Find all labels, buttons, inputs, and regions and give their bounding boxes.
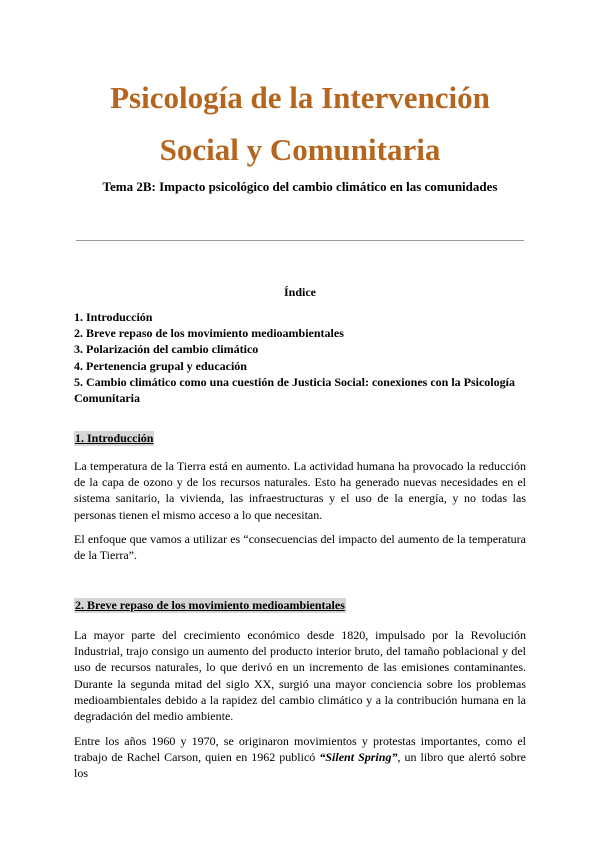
- toc-item: 5. Cambio climático como una cuestión de Justicia Social: conexiones con la Psicología Comunitaria: [74, 374, 515, 406]
- index-title: Índice: [283, 285, 316, 299]
- toc-item: 1. Introducción: [74, 310, 153, 324]
- body-paragraph: La temperatura de la Tierra está en aumento. La actividad humana ha provocado la reducción de la capa de ozono y de los recursos naturales. Esto ha generado nuevas necesidades en el sistema sanitario, la vivienda, las infraestructuras y el uso de la energía, y no todas las personas tienen el mismo acceso a lo que necesitan.: [74, 459, 526, 522]
- toc-item: 4. Pertenencia grupal y educación: [74, 358, 247, 373]
- section-heading-movimientos: 2. Breve repaso de los movimiento medioambientales: [75, 598, 345, 612]
- toc-item: 3. Polarización del cambio climático: [74, 342, 259, 357]
- document-title-line-2: Social y Comunitaria: [159, 132, 441, 167]
- toc-item: 2. Breve repaso de los movimiento medioambientales: [74, 326, 344, 341]
- horizontal-divider: [76, 240, 524, 241]
- section-heading-introduccion: 1. Introducción: [75, 431, 154, 445]
- book-title: “Silent Spring”: [319, 750, 398, 765]
- body-paragraph: El enfoque que vamos a utilizar es “consecuencias del impacto del aumento de la temperatura de la Tierra”.: [74, 532, 526, 563]
- paragraph-text: Entre los años 1960 y 1970, se originaron movimientos y protestas importantes, como el trabajo de Rachel Carson, quien en 1962 publicó: [74, 734, 526, 765]
- document-title-line-1: Psicología de la Intervención: [110, 80, 490, 115]
- table-of-contents: [74, 309, 526, 406]
- document-subtitle: Tema 2B: Impacto psicológico del cambio climático en las comunidades: [102, 179, 498, 194]
- body-paragraph: [74, 733, 526, 782]
- paragraph-text: , un libro que alertó sobre los: [74, 750, 527, 781]
- body-paragraph: La mayor parte del crecimiento económico desde 1820, impulsado por la Revolución Industrial, trajo consigo un aumento del producto interior bruto, del tamaño poblacional y del uso de recursos naturales, lo que derivó en un incremento de las emisiones contaminantes. Durante la segunda mitad del siglo XX, surgió una mayor conciencia sobre los problemas medioambientales debido a la rapidez del cambio climático y a la contribución humana en la degradación del medio ambiente.: [74, 628, 526, 724]
